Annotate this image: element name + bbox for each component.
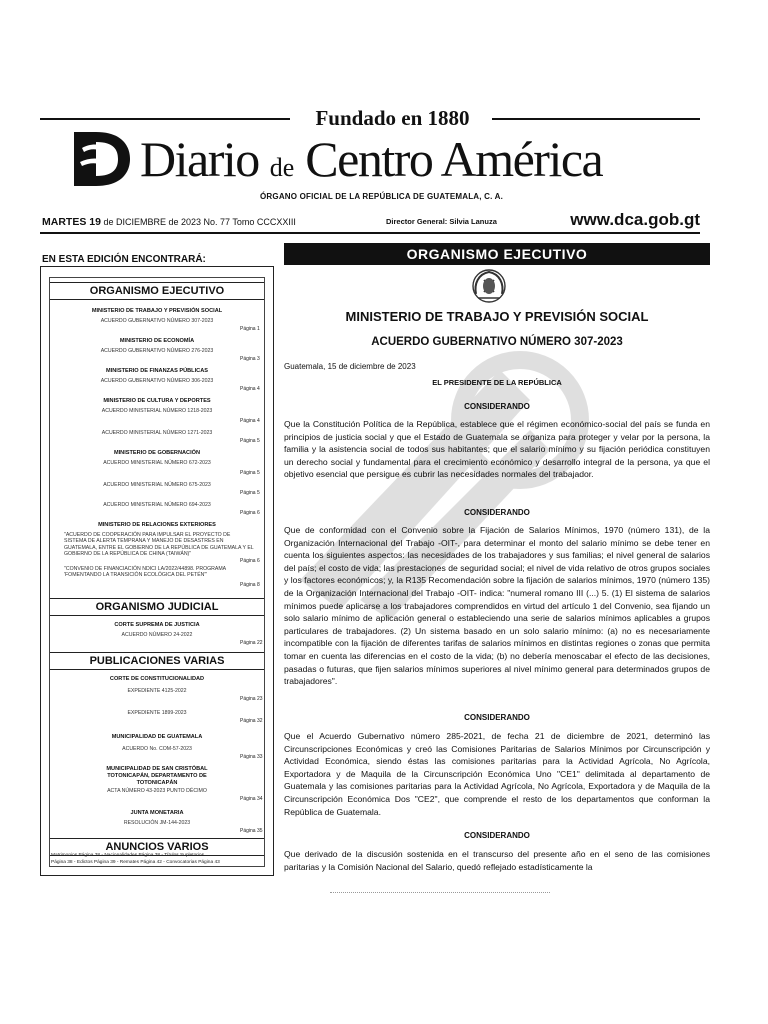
- index-box: [40, 266, 274, 876]
- index-min-cultura: MINISTERIO DE CULTURA Y DEPORTES: [103, 398, 211, 404]
- dateline-bar: [40, 210, 700, 234]
- index-page: Página 23: [240, 696, 263, 702]
- index-section-publicaciones[interactable]: PUBLICACIONES VARIAS: [50, 652, 264, 670]
- considerando-heading: CONSIDERANDO: [464, 402, 530, 411]
- issue-date: [42, 216, 296, 228]
- index-min-finanzas: MINISTERIO DE FINANZAS PÚBLICAS: [106, 368, 208, 374]
- index-item[interactable]: ACUERDO MINISTERIAL NÚMERO 672-2023: [103, 460, 211, 466]
- paragraph-3: Que el Acuerdo Gubernativo número 285-2021, de fecha 21 de diciembre de 2021, determinó las Circunscripciones Económicas y creó las Comisiones Paritarias de Salarios Mínimos por Circunscripción y Actividad Económica, siendo éstas las comisiones paritarias para la Actividad Agrícola, No Agrícola, Exportadora y de Maquila de la Circunscripción Económica Uno "CE1" delimitada al departamento de Guatemala y las comisiones paritarias para la Actividad Agrícola, No Agrícola, Exportadora y de Maquila de la Circunscripción Económica Dos "CE2", que comprende el resto de los departamentos que conforman la República de Guatemala.: [284, 731, 710, 817]
- considerando-heading: CONSIDERANDO: [464, 831, 530, 840]
- index-page: Página 5: [240, 470, 260, 476]
- index-page: Página 1: [240, 326, 260, 332]
- issue-date-day: MARTES 19: [42, 216, 101, 228]
- index-item[interactable]: ACTA NÚMERO 43-2023 PUNTO DÉCIMO: [107, 788, 207, 794]
- index-anuncios-line-1: Matrimonios Página 38 - Nacionalidades Página 38 - Títulos Supletorios: [51, 853, 204, 858]
- index-page: Página 8: [240, 582, 260, 588]
- founded-text: Fundado en 1880: [315, 106, 470, 130]
- index-page: Página 35: [240, 828, 263, 834]
- masthead-title-de: de: [269, 153, 295, 182]
- section-banner: ORGANISMO EJECUTIVO: [284, 243, 710, 265]
- masthead-title-part1: Diario: [140, 131, 270, 187]
- index-item[interactable]: "CONVENIO DE FINANCIACIÓN NDICI LA/2022/44898. PROGRAMA 'FOMENTANDO LA TRANSICIÓN ECOLÓGICA DEL PETÉN'": [64, 566, 226, 579]
- index-item[interactable]: ACUERDO MINISTERIAL NÚMERO 694-2023: [103, 502, 211, 508]
- index-section-judicial[interactable]: ORGANISMO JUDICIAL: [50, 598, 264, 616]
- index-page: Página 4: [240, 418, 260, 424]
- index-muni-totonicapan: MUNICIPALIDAD DE SAN CRISTÓBAL TOTONICAPÁN, DEPARTAMENTO DE TOTONICAPÁN: [106, 766, 208, 786]
- director-general: Director General: Silvia Lanuza: [386, 217, 497, 226]
- index-min-gobernacion: MINISTERIO DE GOBERNACIÓN: [113, 450, 201, 456]
- index-anuncios-line-2: Página 38 - Edictos Página 39 - Remates Página 42 - Convocatorias Página 43: [51, 860, 220, 865]
- index-item[interactable]: ACUERDO GUBERNATIVO NÚMERO 276-2023: [100, 348, 214, 354]
- diario-logo-icon: [72, 130, 132, 188]
- president-heading: EL PRESIDENTE DE LA REPÚBLICA: [432, 378, 562, 387]
- index-item[interactable]: ACUERDO MINISTERIAL NÚMERO 675-2023: [103, 482, 211, 488]
- index-item[interactable]: ACUERDO NÚMERO 24-2022: [121, 632, 193, 638]
- index-junta-monetaria: JUNTA MONETARIA: [130, 810, 184, 816]
- considerando-heading: CONSIDERANDO: [464, 713, 530, 722]
- index-inner-frame: [49, 277, 265, 867]
- index-page: Página 3: [240, 356, 260, 362]
- index-page: Página 33: [240, 754, 263, 760]
- index-item[interactable]: "ACUERDO DE COOPERACIÓN PARA IMPULSAR EL PROYECTO DE SISTEMA DE ALERTA TEMPRANA Y MANEJO DE DESASTRES EN GUATEMALA, ENTRE EL GOBIERNO DE LA REPÚBLICA DE GUATEMALA Y EL GOBIERNO DE LA REPÚBLICA DE CHINA (TAIWÁN)": [64, 532, 254, 558]
- index-item[interactable]: ACUERDO GUBERNATIVO NÚMERO 306-2023: [100, 378, 214, 384]
- organo-oficial: ÓRGANO OFICIAL DE LA REPÚBLICA DE GUATEMALA, C. A.: [260, 192, 504, 201]
- index-page: Página 34: [240, 796, 263, 802]
- index-min-economia: MINISTERIO DE ECONOMÍA: [119, 338, 195, 344]
- founded-banner: [40, 106, 700, 132]
- index-section-anuncios[interactable]: ANUNCIOS VARIOS: [50, 838, 264, 856]
- website-link[interactable]: www.dca.gob.gt: [570, 210, 700, 229]
- index-page: Página 6: [240, 510, 260, 516]
- index-page: Página 32: [240, 718, 263, 724]
- index-corte-suprema: CORTE SUPREMA DE JUSTICIA: [114, 622, 200, 628]
- location-date: Guatemala, 15 de diciembre de 2023: [284, 362, 416, 371]
- index-corte-constitucionalidad: CORTE DE CONSTITUCIONALIDAD: [109, 676, 205, 682]
- index-page: Página 6: [240, 558, 260, 564]
- index-page: Página 4: [240, 386, 260, 392]
- issue-date-rest: de DICIEMBRE de 2023 No. 77 Tomo CCCXXIII: [100, 217, 296, 227]
- index-item[interactable]: ACUERDO MINISTERIAL NÚMERO 1271-2023: [101, 430, 213, 436]
- index-muni-guatemala: MUNICIPALIDAD DE GUATEMALA: [111, 734, 203, 740]
- index-item[interactable]: RESOLUCIÓN JM-144-2023: [123, 820, 191, 826]
- index-page: Página 5: [240, 438, 260, 444]
- index-item[interactable]: ACUERDO No. COM-57-2023: [122, 746, 192, 752]
- index-min-trabajo: MINISTERIO DE TRABAJO Y PREVISIÓN SOCIAL: [91, 308, 223, 314]
- index-heading: EN ESTA EDICIÓN ENCONTRARÁ:: [42, 254, 206, 265]
- index-page: Página 5: [240, 490, 260, 496]
- index-section-ejecutivo[interactable]: ORGANISMO EJECUTIVO: [50, 282, 264, 300]
- acuerdo-title: ACUERDO GUBERNATIVO NÚMERO 307-2023: [371, 336, 623, 348]
- index-item[interactable]: ACUERDO MINISTERIAL NÚMERO 1218-2023: [101, 408, 213, 414]
- ministry-title: MINISTERIO DE TRABAJO Y PREVISIÓN SOCIAL: [345, 309, 649, 324]
- index-page: Página 22: [240, 640, 263, 646]
- considerando-heading: CONSIDERANDO: [464, 508, 530, 517]
- index-item[interactable]: ACUERDO GUBERNATIVO NÚMERO 307-2023: [100, 318, 214, 324]
- index-item[interactable]: EXPEDIENTE 4125-2022: [127, 688, 187, 694]
- founded-rule-left: [40, 118, 290, 120]
- paragraph-4: Que derivado de la discusión sostenida en el transcurso del presente año en el seno de las comisiones paritarias y la Comisión Nacional del Salario, quedó reflejado estadísticamente la: [284, 849, 710, 872]
- page-bottom-dots: [330, 892, 550, 895]
- founded-rule-right: [492, 118, 700, 120]
- paragraph-2: Que de conformidad con el Convenio sobre la Fijación de Salarios Mínimos, 1970 (número 131), de la Organización Internacional del Trabajo -OIT-, para determinar el monto del salario mínimo se debe tener en cuenta los siguientes aspectos: las necesidades de los trabajadores y sus familias; el nivel general de salarios del país; el costo de vida; las prestaciones de seguridad social; el nivel de vida relativo de otros grupos sociales y los factores económicos; y, la R135 Recomendación sobre la fijación de salarios mínimos, 1970 (número 135) de la Organización Internacional del Trabajo -OIT- indica: "numeral romano III (...) 5. (1) El sistema de salarios mínimos puede aplicarse a los trabajadores comprendidos en virtud del artículo 1 del Convenio, sea fijando un solo salario mínimo de aplicación general o estableciendo una serie de salarios mínimos aplicables a grupos particulares de trabajadores. (2) Un sistema basado en un solo salario mínimo: (a) no es necesariamente incompatible con la fijación de diferentes tarifas de salarios mínimos en distintas regiones o zonas que permita tomar en cuenta las diferencias en el costo de la vida; (b) no debería menoscabar el efecto de las decisiones, pasadas o futuras, que fijen salarios mínimos superiores al nivel mínimo general para determinados grupos de trabajadores".: [284, 525, 710, 687]
- index-min-relaciones: MINISTERIO DE RELACIONES EXTERIORES: [98, 522, 216, 528]
- index-item[interactable]: EXPEDIENTE 1899-2023: [127, 710, 187, 716]
- paragraph-1: Que la Constitución Política de la República, establece que el régimen económico-social del país se funda en principios de justicia social y que el Estado de Guatemala se organiza para proteger y velar por la persona, la familia y la asistencia social de todos sus habitantes; que el salario mínimo y su fijación periódica constituyen un derecho social y fundamental para el crecimiento económico y desarrollo integral de la persona, ya que el objetivo esencial que persigue es cubrir las necesidades normales del trabajador.: [284, 419, 710, 480]
- masthead-title-part2: Centro América: [294, 131, 603, 187]
- masthead-title: [140, 130, 602, 188]
- guatemala-seal-icon: [468, 266, 510, 306]
